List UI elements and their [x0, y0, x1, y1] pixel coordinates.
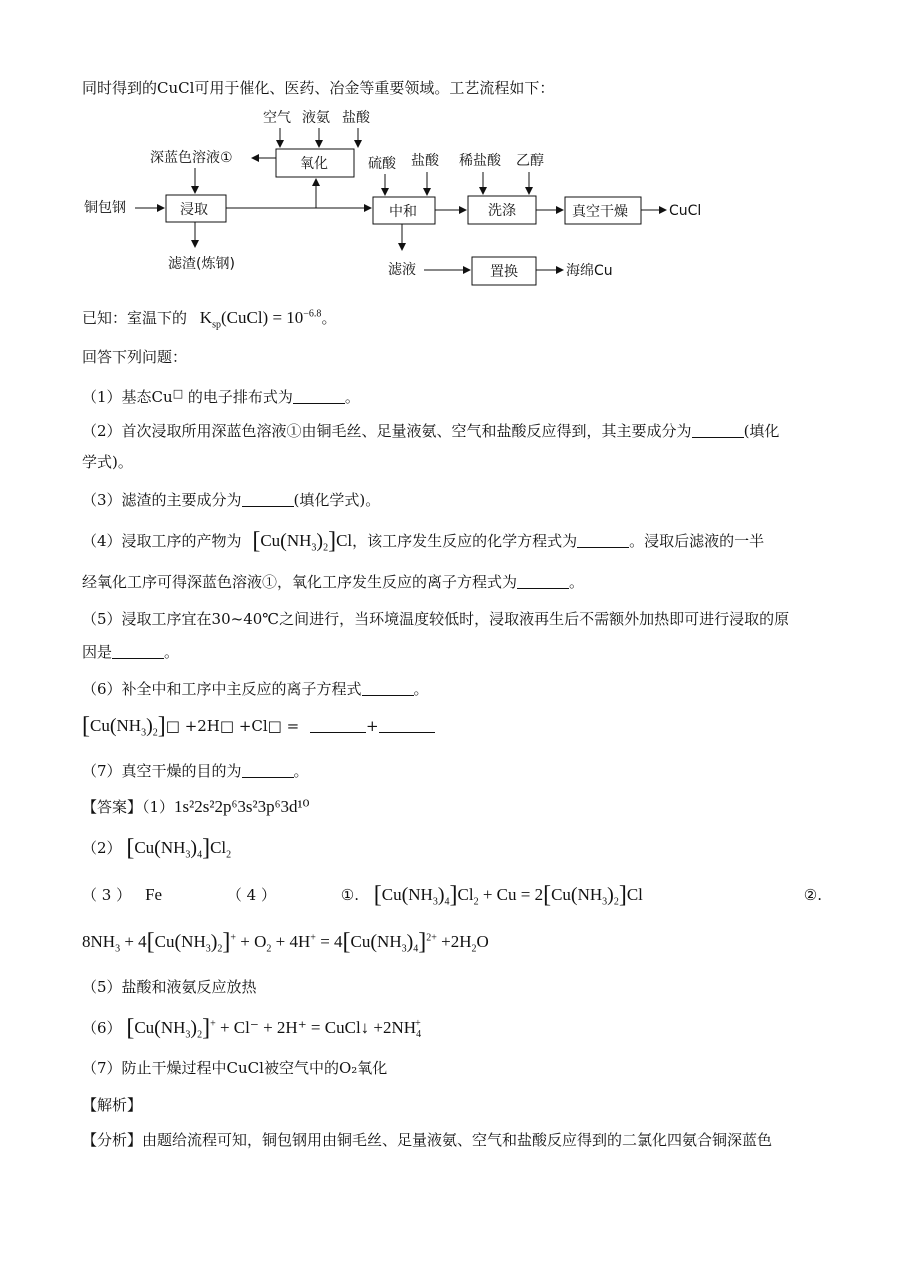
oxidation-label: 氧化: [300, 156, 328, 172]
answer-7: （7）防止干燥过程中CuCl被空气中的O₂氧化: [82, 1059, 388, 1077]
question-6-equation: $[Cu(NH_3)_2]□$ +2H□ +Cl□ = +: [82, 715, 435, 737]
sponge-cu: 海绵Cu: [566, 263, 613, 279]
flow-input-ethanol: 乙醇: [516, 153, 544, 169]
question-7: （7）真空干燥的目的为 。: [82, 762, 309, 780]
question-6: （6）补全中和工序中主反应的离子方程式 。: [82, 680, 429, 698]
blank-2[interactable]: [692, 423, 744, 438]
answer-4-eq2: $8NH_3 + 4[Cu(NH_3)_2]^+ + O_2 + 4H^+ = 4[Cu(NH_3)_4]^{2+} +2H_2O$: [82, 929, 489, 955]
answer-prompt: 回答下列问题：: [82, 348, 188, 366]
product-cucl: CuCl: [669, 203, 702, 219]
vacuum-dry-label: 真空干燥: [572, 204, 628, 220]
intro-text: 同时得到的CuCl可用于催化、医药、冶金等重要领域。工艺流程如下：: [82, 79, 555, 97]
residue-label: 滤渣(炼钢): [168, 256, 235, 272]
answer-3-4: （ 3 ） Fe （ 4 ） ①. $[Cu(NH_3)_4]Cl_2 + Cu = 2[Cu(NH_3)_2]Cl$ ②.: [82, 882, 822, 908]
question-2-cont: 学式)。: [82, 453, 133, 471]
blank-7[interactable]: [242, 763, 294, 778]
blank-4a[interactable]: [577, 533, 629, 548]
flow-input-ammonia: 液氨: [302, 110, 330, 126]
question-4-cont: 经氧化工序可得深蓝色溶液①，氧化工序发生反应的离子方程式为 。: [82, 573, 585, 591]
blank-1[interactable]: [293, 389, 345, 404]
answer-6: （6） $[Cu(NH_3)_2]^+ + Cl^- + 2H^+$ = CuCl↓ $+2NH_4^+$: [82, 1015, 422, 1041]
blank-3[interactable]: [242, 492, 294, 507]
question-5-cont: 因是 。: [82, 643, 180, 661]
flow-input-hcl-2: 盐酸: [411, 153, 439, 169]
filtrate-label: 滤液: [388, 262, 416, 278]
neutral-label: 中和: [389, 204, 417, 220]
known-condition: 已知：室温下的 $K_{sp}(CuCl) = 10^{-6.8}$。: [82, 308, 337, 331]
flow-input-dilute-hcl: 稀盐酸: [459, 153, 501, 169]
flow-input-sulfuric: 硫酸: [368, 156, 396, 172]
question-4: （4）浸取工序的产物为 $[Cu(NH_3)_2]Cl$，该工序发生反应的化学方程式为 。浸取后滤液的一半: [82, 528, 765, 554]
flow-input-air: 空气: [263, 110, 291, 126]
leach-label: 浸取: [180, 202, 208, 218]
flow-input-hcl: 盐酸: [342, 110, 370, 126]
question-2: （2）首次浸取所用深蓝色溶液①由铜毛丝、足量液氨、空气和盐酸反应得到，其主要成分为 (填化: [82, 422, 780, 440]
question-5: （5）浸取工序宜在30~40℃之间进行，当环境温度较低时，浸取液再生后不需额外加热即可进行浸取的原: [82, 610, 790, 628]
answer-2: （2） $[Cu(NH_3)_4]Cl_2$: [82, 835, 232, 861]
blank-6b[interactable]: [379, 718, 435, 733]
deep-blue-solution: 深蓝色溶液①: [150, 150, 233, 166]
answer-1: 【答案】（1）1s²2s²2p⁶3s²3p⁶3d¹⁰: [82, 797, 310, 816]
blank-6[interactable]: [362, 681, 414, 696]
process-flow-diagram: [80, 100, 720, 290]
answer-5: （5）盐酸和液氨反应放热: [82, 978, 257, 996]
replace-label: 置换: [490, 264, 518, 280]
analysis-heading: 【解析】: [82, 1096, 143, 1114]
question-1: （1）基态Cu□ 的电子排布式为 。: [82, 387, 360, 406]
blank-4b[interactable]: [517, 574, 569, 589]
wash-label: 洗涤: [488, 203, 516, 219]
blank-6a[interactable]: [310, 718, 366, 733]
question-3: （3）滤渣的主要成分为 (填化学式)。: [82, 491, 381, 509]
blank-5[interactable]: [112, 644, 164, 659]
raw-material: 铜包钢: [84, 200, 126, 216]
analysis-text: 【分析】由题给流程可知，铜包钢用由铜毛丝、足量液氨、空气和盐酸反应得到的二氯化四氨合铜深蓝色: [82, 1131, 773, 1149]
